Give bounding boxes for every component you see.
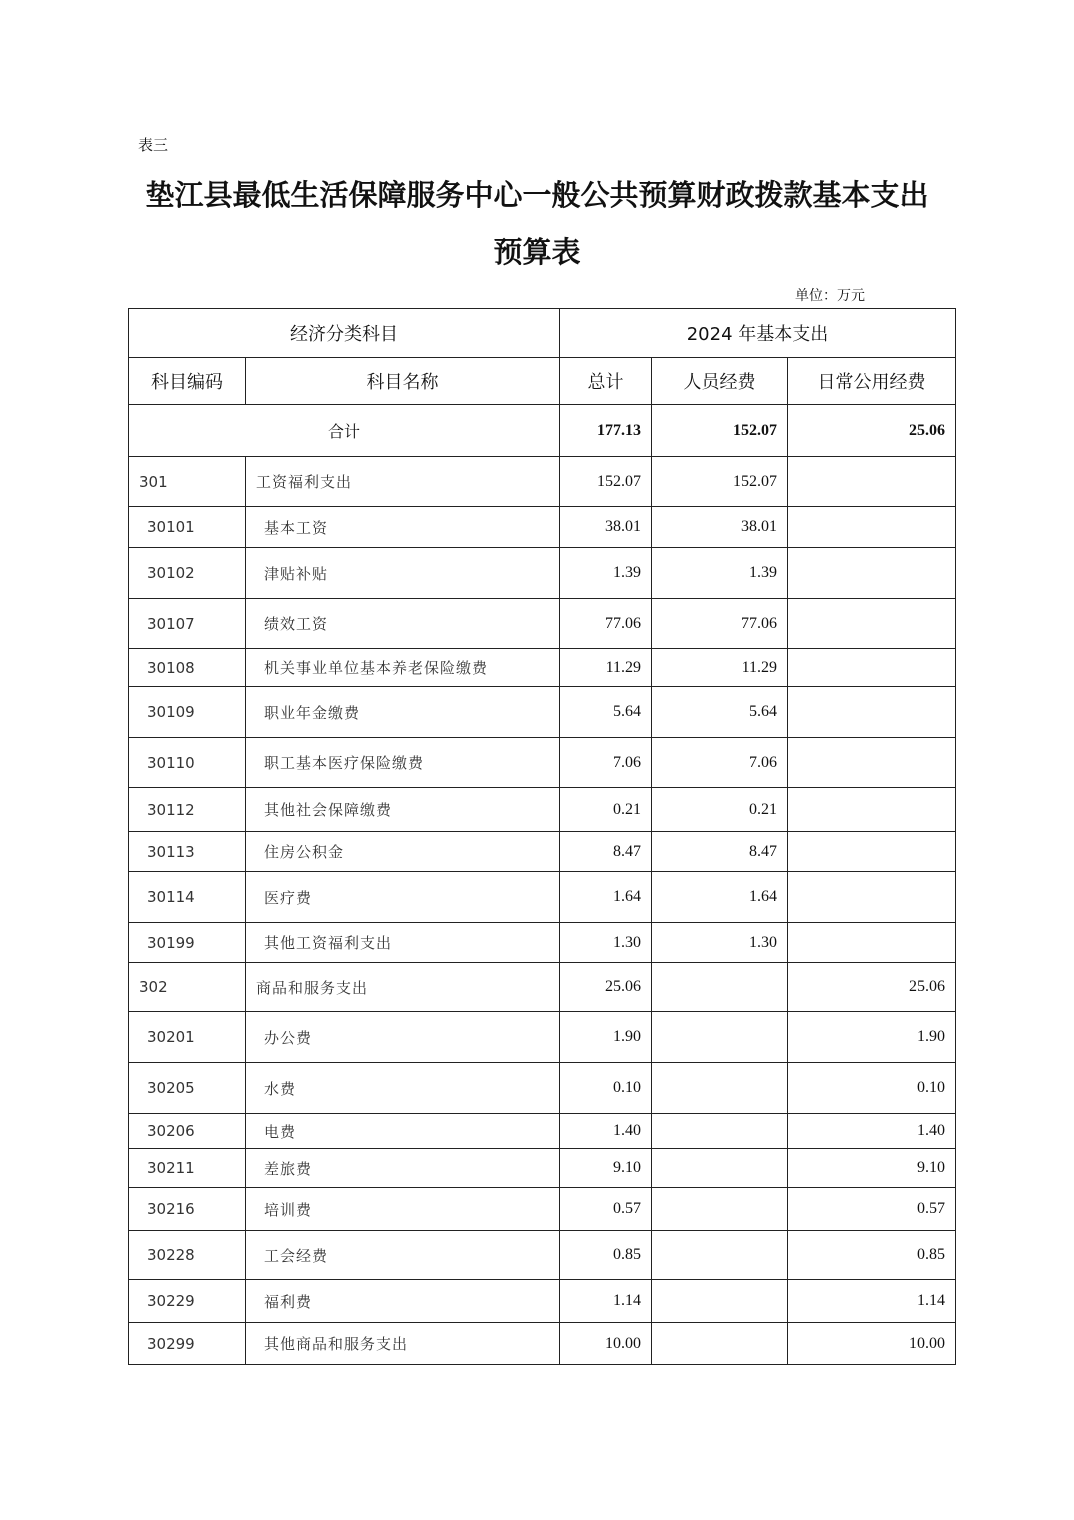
row-personnel: 0.21 [652, 788, 788, 832]
row-personnel [652, 1323, 788, 1365]
row-public [788, 649, 956, 687]
row-code: 30229 [129, 1280, 246, 1323]
row-public: 1.14 [788, 1280, 956, 1323]
header-economic-category: 经济分类科目 [129, 309, 560, 358]
row-code: 30299 [129, 1323, 246, 1365]
row-name: 绩效工资 [246, 599, 560, 649]
row-personnel [652, 1114, 788, 1149]
table-row [129, 548, 956, 599]
row-name: 水费 [246, 1063, 560, 1114]
table-row [129, 1323, 956, 1365]
table-row [129, 649, 956, 687]
row-code: 301 [129, 457, 246, 507]
row-name: 医疗费 [246, 872, 560, 923]
summary-total: 177.13 [560, 405, 652, 457]
row-total: 9.10 [560, 1149, 652, 1188]
row-total: 10.00 [560, 1323, 652, 1365]
table-row [129, 832, 956, 872]
row-total: 1.90 [560, 1012, 652, 1063]
row-total: 1.64 [560, 872, 652, 923]
row-public: 25.06 [788, 963, 956, 1012]
table-row [129, 1114, 956, 1149]
row-public [788, 832, 956, 872]
column-header-name: 科目名称 [246, 358, 560, 405]
page-title-line2: 预算表 [493, 235, 581, 269]
row-public: 9.10 [788, 1149, 956, 1188]
row-personnel: 7.06 [652, 738, 788, 788]
row-public [788, 738, 956, 788]
row-total: 1.39 [560, 548, 652, 599]
row-name: 办公费 [246, 1012, 560, 1063]
table-row [129, 457, 956, 507]
row-total: 0.85 [560, 1231, 652, 1280]
row-total: 38.01 [560, 507, 652, 548]
row-code: 30110 [129, 738, 246, 788]
row-name: 津贴补贴 [246, 548, 560, 599]
row-total: 1.40 [560, 1114, 652, 1149]
row-code: 30206 [129, 1114, 246, 1149]
row-personnel: 1.64 [652, 872, 788, 923]
budget-table [128, 308, 956, 1365]
table-row [129, 963, 956, 1012]
table-row [129, 1280, 956, 1323]
row-code: 30101 [129, 507, 246, 548]
row-name: 差旅费 [246, 1149, 560, 1188]
row-code: 30102 [129, 548, 246, 599]
table-tag: 表三 [138, 136, 169, 154]
row-personnel [652, 1012, 788, 1063]
row-public: 0.57 [788, 1188, 956, 1231]
row-total: 0.10 [560, 1063, 652, 1114]
row-public: 0.85 [788, 1231, 956, 1280]
row-code: 30112 [129, 788, 246, 832]
row-name: 工会经费 [246, 1231, 560, 1280]
row-personnel: 5.64 [652, 687, 788, 738]
row-personnel [652, 1188, 788, 1231]
row-code: 30228 [129, 1231, 246, 1280]
row-code: 30216 [129, 1188, 246, 1231]
row-total: 1.30 [560, 923, 652, 963]
row-code: 30201 [129, 1012, 246, 1063]
row-personnel [652, 1149, 788, 1188]
row-total: 152.07 [560, 457, 652, 507]
row-name: 福利费 [246, 1280, 560, 1323]
row-total: 11.29 [560, 649, 652, 687]
row-name: 其他商品和服务支出 [246, 1323, 560, 1365]
row-public [788, 548, 956, 599]
header-basic-expenditure: 2024 年基本支出 [560, 309, 956, 358]
row-total: 1.14 [560, 1280, 652, 1323]
row-public [788, 872, 956, 923]
summary-personnel: 152.07 [652, 405, 788, 457]
row-name: 其他社会保障缴费 [246, 788, 560, 832]
row-public [788, 687, 956, 738]
column-header-public: 日常公用经费 [788, 358, 956, 405]
row-personnel: 8.47 [652, 832, 788, 872]
row-personnel [652, 1231, 788, 1280]
row-public [788, 507, 956, 548]
row-name: 电费 [246, 1114, 560, 1149]
table-row [129, 1012, 956, 1063]
row-total: 5.64 [560, 687, 652, 738]
row-name: 培训费 [246, 1188, 560, 1231]
row-personnel: 1.39 [652, 548, 788, 599]
row-code: 30211 [129, 1149, 246, 1188]
header-group-row [129, 309, 956, 358]
table-row [129, 507, 956, 548]
row-code: 30109 [129, 687, 246, 738]
row-code: 302 [129, 963, 246, 1012]
row-code: 30205 [129, 1063, 246, 1114]
table-row [129, 1063, 956, 1114]
row-total: 7.06 [560, 738, 652, 788]
row-personnel: 77.06 [652, 599, 788, 649]
row-name: 机关事业单位基本养老保险缴费 [246, 649, 560, 687]
row-public [788, 457, 956, 507]
page-title: 垫江县最低生活保障服务中心一般公共预算财政拨款基本支出 [145, 178, 929, 212]
row-total: 0.57 [560, 1188, 652, 1231]
row-public [788, 788, 956, 832]
row-public: 10.00 [788, 1323, 956, 1365]
row-name: 住房公积金 [246, 832, 560, 872]
row-name: 商品和服务支出 [246, 963, 560, 1012]
unit-label: 单位：万元 [795, 288, 865, 304]
row-personnel: 11.29 [652, 649, 788, 687]
row-name: 工资福利支出 [246, 457, 560, 507]
summary-row [129, 405, 956, 457]
table-row [129, 687, 956, 738]
table-row [129, 1231, 956, 1280]
row-public: 0.10 [788, 1063, 956, 1114]
row-code: 30107 [129, 599, 246, 649]
summary-public: 25.06 [788, 405, 956, 457]
row-name: 其他工资福利支出 [246, 923, 560, 963]
table-row [129, 738, 956, 788]
table-row [129, 788, 956, 832]
row-total: 25.06 [560, 963, 652, 1012]
row-personnel [652, 1063, 788, 1114]
table-row [129, 923, 956, 963]
row-personnel [652, 1280, 788, 1323]
row-public: 1.40 [788, 1114, 956, 1149]
row-personnel: 38.01 [652, 507, 788, 548]
row-personnel [652, 963, 788, 1012]
row-public: 1.90 [788, 1012, 956, 1063]
row-name: 职业年金缴费 [246, 687, 560, 738]
column-header-code: 科目编码 [129, 358, 246, 405]
row-total: 8.47 [560, 832, 652, 872]
table-row [129, 872, 956, 923]
row-personnel: 1.30 [652, 923, 788, 963]
row-personnel: 152.07 [652, 457, 788, 507]
row-public [788, 599, 956, 649]
table-row [129, 1188, 956, 1231]
row-code: 30114 [129, 872, 246, 923]
row-total: 0.21 [560, 788, 652, 832]
column-header-personnel: 人员经费 [652, 358, 788, 405]
header-column-row [129, 358, 956, 405]
row-total: 77.06 [560, 599, 652, 649]
table-row [129, 599, 956, 649]
row-name: 基本工资 [246, 507, 560, 548]
column-header-total: 总计 [560, 358, 652, 405]
row-public [788, 923, 956, 963]
row-code: 30113 [129, 832, 246, 872]
row-code: 30199 [129, 923, 246, 963]
row-code: 30108 [129, 649, 246, 687]
table-row [129, 1149, 956, 1188]
row-name: 职工基本医疗保险缴费 [246, 738, 560, 788]
summary-label: 合计 [129, 405, 560, 457]
